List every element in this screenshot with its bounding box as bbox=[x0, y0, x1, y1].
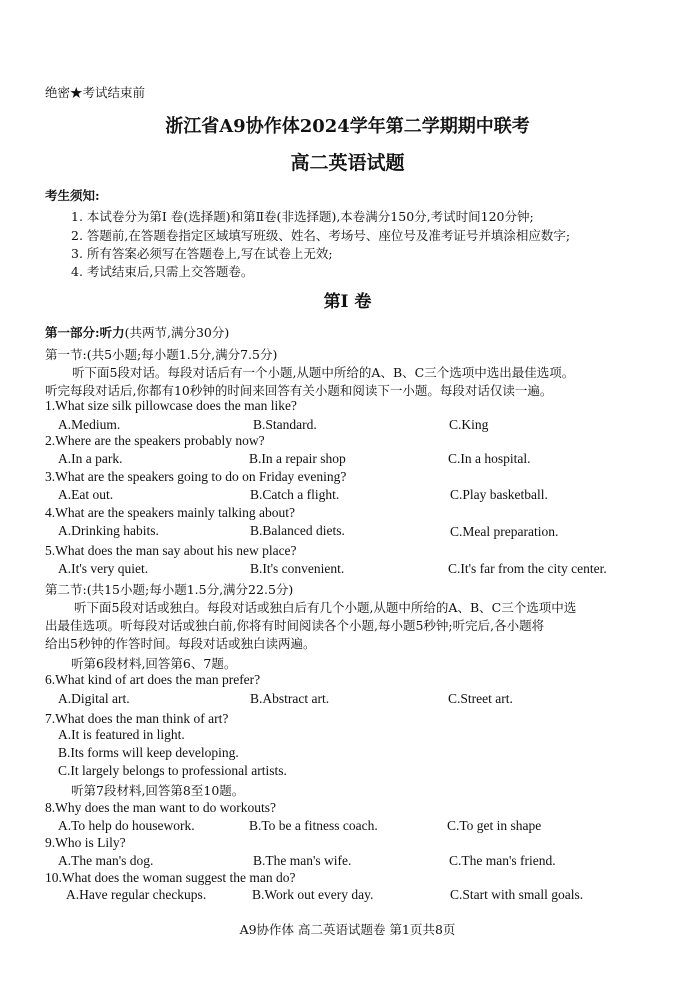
option-c[interactable]: C.It's far from the city center. bbox=[448, 561, 607, 576]
notice-item: 2. 答题前,在答题卷指定区域填写班级、姓名、考场号、座位号及准考证号并填涂相应数字; bbox=[71, 228, 571, 243]
option-a[interactable]: A.Medium. bbox=[58, 417, 121, 432]
option-b[interactable]: B.Its forms will keep developing. bbox=[58, 745, 239, 760]
part1-heading-bold: 第一部分:听力 bbox=[45, 325, 125, 340]
option-a[interactable]: A.Have regular checkups. bbox=[66, 887, 207, 902]
option-a[interactable]: A.In a park. bbox=[58, 451, 123, 466]
part1-heading-rest: (共两节,满分30分) bbox=[124, 325, 230, 340]
option-b[interactable]: B.The man's wife. bbox=[253, 853, 352, 868]
option-b[interactable]: B.It's convenient. bbox=[250, 561, 345, 576]
question-stem: 7.What does the man think of art? bbox=[45, 711, 229, 726]
option-c[interactable]: C.Start with small goals. bbox=[450, 887, 584, 902]
exam-subtitle: 高二英语试题 bbox=[290, 152, 405, 174]
option-c[interactable]: C.Play basketball. bbox=[450, 487, 548, 502]
option-b[interactable]: B.Abstract art. bbox=[250, 691, 330, 706]
option-c[interactable]: C.Street art. bbox=[448, 691, 513, 706]
section2-instructions: 出最佳选项。听每段对话或独白前,你将有时间阅读各个小题,每小题5秒钟;听完后,各小题将 bbox=[45, 618, 545, 633]
option-a[interactable]: A.It is featured in light. bbox=[58, 727, 185, 742]
section2-instructions: 听下面5段对话或独白。每段对话或独白后有几个小题,从题中所给的A、B、C三个选项中选 bbox=[74, 600, 577, 615]
volume-title: 第I 卷 bbox=[323, 292, 372, 312]
section2-instructions: 给出5秒钟的作答时间。每段对话或独白读两遍。 bbox=[45, 636, 316, 651]
question-stem: 2.Where are the speakers probably now? bbox=[45, 433, 265, 448]
section2-heading: 第二节:(共15小题;每小题1.5分,满分22.5分) bbox=[45, 582, 294, 597]
option-a[interactable]: A.Drinking habits. bbox=[58, 523, 159, 538]
question-stem: 5.What does the man say about his new place? bbox=[45, 543, 297, 558]
notice-item: 1. 本试卷分为第I 卷(选择题)和第Ⅱ卷(非选择题),本卷满分150分,考试时间120分钟; bbox=[71, 209, 534, 224]
question-stem: 10.What does the woman suggest the man do? bbox=[45, 870, 296, 885]
question-stem: 8.Why does the man want to do workouts? bbox=[45, 800, 276, 815]
material-note: 听第6段材料,回答第6、7题。 bbox=[71, 656, 237, 671]
question-stem: 9.Who is Lily? bbox=[45, 835, 126, 850]
notice-heading: 考生须知: bbox=[45, 188, 100, 203]
option-a[interactable]: A.The man's dog. bbox=[58, 853, 154, 868]
option-c[interactable]: C.To get in shape bbox=[447, 818, 542, 833]
notice-item: 3. 所有答案必须写在答题卷上,写在试卷上无效; bbox=[71, 246, 333, 261]
section1-heading: 第一节:(共5小题;每小题1.5分,满分7.5分) bbox=[45, 347, 278, 362]
option-c[interactable]: C.In a hospital. bbox=[448, 451, 531, 466]
option-b[interactable]: B.Catch a flight. bbox=[250, 487, 340, 502]
option-b[interactable]: B.To be a fitness coach. bbox=[249, 818, 378, 833]
option-b[interactable]: B.Balanced diets. bbox=[250, 523, 345, 538]
option-a[interactable]: A.Eat out. bbox=[58, 487, 114, 502]
confidential-label: 绝密★考试结束前 bbox=[45, 85, 146, 100]
page-footer: A9协作体 高二英语试题卷 第1页共8页 bbox=[239, 922, 456, 937]
option-a[interactable]: A.It's very quiet. bbox=[58, 561, 149, 576]
option-a[interactable]: A.Digital art. bbox=[58, 691, 130, 706]
option-b[interactable]: B.Work out every day. bbox=[252, 887, 374, 902]
question-stem: 4.What are the speakers mainly talking about? bbox=[45, 505, 296, 520]
exam-title: 浙江省A9协作体2024学年第二学期期中联考 bbox=[165, 116, 530, 137]
option-c[interactable]: C.Meal preparation. bbox=[450, 524, 559, 539]
part1-heading bbox=[45, 323, 229, 341]
question-stem: 1.What size silk pillowcase does the man like? bbox=[45, 398, 297, 413]
option-b[interactable]: B.Standard. bbox=[253, 417, 317, 432]
question-stem: 6.What kind of art does the man prefer? bbox=[45, 672, 261, 687]
question-stem: 3.What are the speakers going to do on Friday evening? bbox=[45, 469, 347, 484]
option-c[interactable]: C.King bbox=[449, 417, 489, 432]
notice-item: 4. 考试结束后,只需上交答题卷。 bbox=[71, 264, 254, 279]
material-note: 听第7段材料,回答第8至10题。 bbox=[71, 783, 245, 798]
option-c[interactable]: C.It largely belongs to professional artists. bbox=[58, 763, 287, 778]
option-c[interactable]: C.The man's friend. bbox=[449, 853, 556, 868]
option-a[interactable]: A.To help do housework. bbox=[58, 818, 195, 833]
option-b[interactable]: B.In a repair shop bbox=[249, 451, 346, 466]
section1-instructions: 听完每段对话后,你都有10秒钟的时间来回答有关小题和阅读下一小题。每段对话仅读一遍。 bbox=[45, 383, 553, 398]
section1-instructions: 听下面5段对话。每段对话后有一个小题,从题中所给的A、B、C三个选项中选出最佳选项。 bbox=[72, 365, 575, 380]
